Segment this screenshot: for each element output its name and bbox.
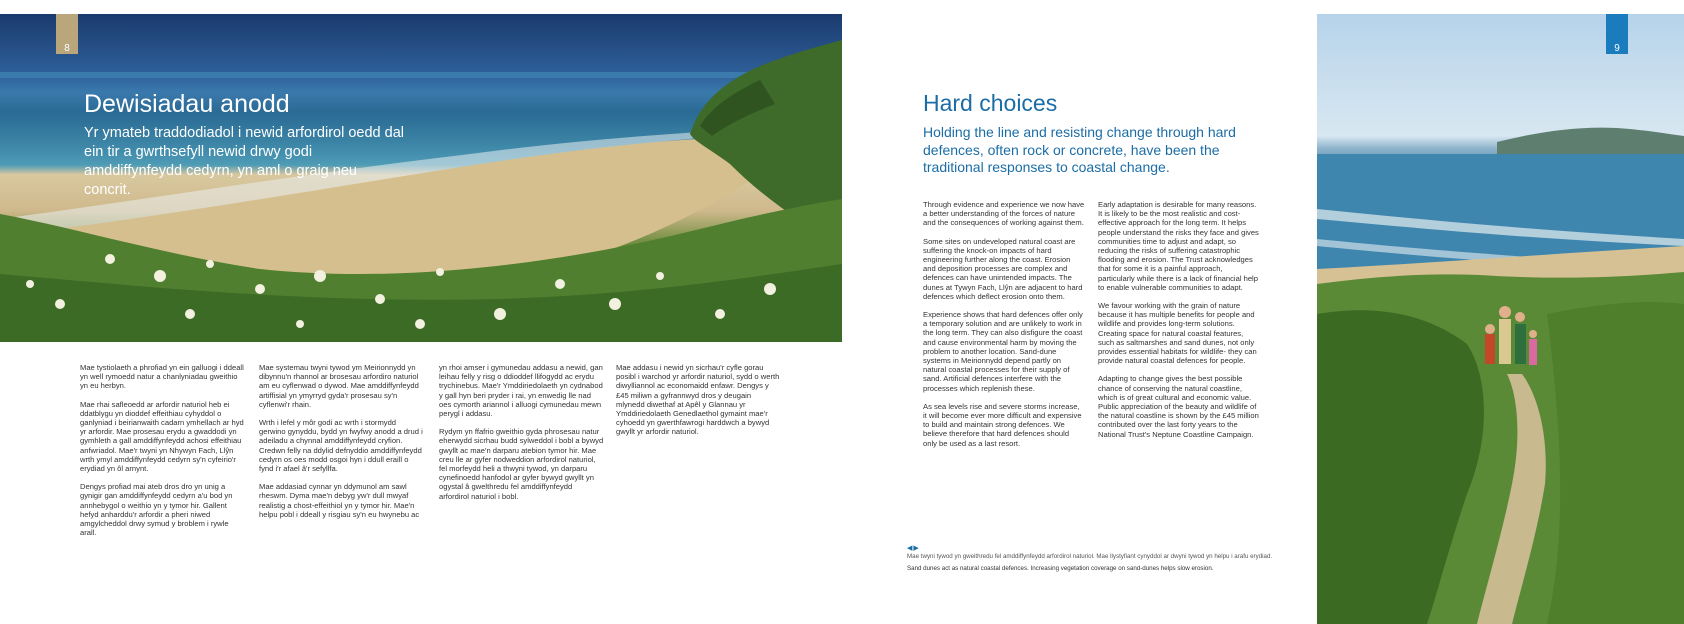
welsh-text-column-3: [439, 363, 604, 510]
coastal-path-photo: [1317, 14, 1684, 624]
welsh-intro-text: Yr ymateb traddodiadol i newid arfordirol oedd dal ein tir a gwrthsefyll newid drwy godi amddiffynfeydd cedyrn, yn aml o graig neu concrit.: [84, 125, 404, 198]
paragraph: Mae addasu i newid yn sicrhau'r cyfle gorau posibl i warchod yr arfordir naturiol, sydd o werth diwylliannol ac economaidd enfawr. Dengys y £45 miliwn a gyfrannwyd dros y deugain mlynedd diwethaf at Apêl y Glannau yr Ymddiriedolaeth Genedlaethol gymaint mae'r cyhoedd yn gwerthfawrogi harddwch a bywyd gwyllt yr arfordir naturiol.: [616, 363, 780, 437]
photo-caption: [907, 544, 1307, 572]
paragraph: Mae tystiolaeth a phrofiad yn ein galluogi i ddeall yn well rymoedd natur a chanlyniadau gweithio yn eu herbyn.: [80, 363, 244, 391]
paragraph: Rydym yn ffafrio gweithio gyda phrosesau natur eherwydd sicrhau budd sylweddol i bobl a bywyd gwyllt ac mae'n darparu atebion tymor hir. Mae creu lle ar gyfer nodweddion arfordirol naturiol, fel morfeydd heli a thwyni tywod, yn darparu cynefinoedd hanfodol ar gyfer bywyd gwyllt yn ogystal â gwelthredu fel amddiffynfeydd arfordirol naturiol i bobl.: [439, 427, 604, 501]
welsh-page-title: Dewisiadau anodd: [84, 90, 290, 118]
english-intro-text: Holding the line and resisting change through hard defences, often rock or concrete, have been the traditional responses to coastal change.: [923, 124, 1236, 175]
paragraph: Mae addasiad cynnar yn ddymunol am sawl rheswm. Dyma mae'n debyg yw'r dull mwyaf realistig a chost-effeithiol yn y tymor hir. Mae'n helpu pobl i ddeall y risgiau sy'n eu hwynebu ac: [259, 482, 420, 519]
welsh-text-column-4: [616, 363, 781, 446]
paragraph: Some sites on undeveloped natural coast are suffering the knock-on impacts of hard engineering further along the coast. Erosion and deposition processes are complex and defences can have unintended impacts. The dunes at Tywyn Fach, Llŷn are adjacent to hard defences which deflect erosion onto them.: [923, 236, 1083, 301]
paragraph: Dengys profiad mai ateb dros dro yn unig a gynigir gan amddiffynfeydd cedyrn a'u bod yn annhebygol o weithio yn y tymor hir. Gallent hefyd anharddu'r arfordir a pheri niwed amgylcheddol drwy symud y broblem i rywle arall.: [80, 482, 233, 538]
paragraph: yn rhoi amser i gymunedau addasu a newid, gan leihau felly y risg o ddioddef llifogydd ac erydu trychinebus. Mae'r Ymddiriedolaeth yn cydnabod y gall hyn beri pryder i rai, yn enwedig lle nad oes cymorth ariannol i alluogi cymunedau mewn perygl i addasu.: [439, 363, 603, 419]
english-text-column-1: [923, 200, 1085, 457]
page-number-badge-left: 8: [56, 14, 78, 54]
paragraph: Adapting to change gives the best possible chance of conserving the natural coastline, which is of great cultural and economic value. Public appreciation of the beauty and wildlife of the natural coastline is shown by the £45 million contributed over the last forty years to the National Trust's Neptune Coastline Campaign.: [1098, 374, 1259, 439]
paragraph: As sea levels rise and severe storms increase, it will become ever more difficult and expensive to build and maintain strong defences. We believe therefore that hard defences should only be used as a last resort.: [923, 401, 1082, 448]
paragraph: Experience shows that hard defences offer only a temporary solution and are unlikely to work in the long term. They can also disfigure the coast and cause environmental harm by moving the problem to another location. Sand-dune systems in Meirionnydd depend partly on natural coastal processes for their supply of sand. Artificial defences interfere with the processes which replenish these.: [923, 310, 1083, 393]
paragraph: Early adaptation is desirable for many reasons. It is likely to be the most realistic and cost-effective approach for the long term. It helps people understand the risks they face and gives communities time to adjust and adapt, so reducing the risks of suffering catastrophic flooding and erosion. The Trust acknowledges that for some it is a painful approach, particularly while there is a lack of financial help to enable vulnerable communities to adapt.: [1098, 200, 1259, 292]
caption-arrows-icon: ◀▶: [907, 545, 920, 552]
page-number-badge-right: 9: [1606, 14, 1628, 54]
caption-english: Sand dunes act as natural coastal defences. Increasing vegetation coverage on sand-dunes helps slow erosion.: [907, 565, 1214, 572]
path-illustration: [1317, 14, 1684, 624]
caption-welsh: Mae twyni tywod yn gweithredu fel amddiffynfeydd arfordirol naturiol. Mae llystyfiant cynyddol ar dwyni tywod yn helpu i arafu erydiad.: [907, 553, 1273, 560]
paragraph: Mae rhai safleoedd ar arfordir naturiol heb ei ddatblygu yn dioddef effeithiau cyhyddol o ganlyniad i beirianwaith cadarn ymhellach ar hyd yr arfordir. Mae prosesau erydu a gwaddodi yn gymhleth a gall amddiffynfeydd achosi effeithiau anfwriadol. Mae'r twyni yn Nhywyn Fach, Llŷn wrth ymyl amddiffynfeydd cedyrn sy'n cyfeirio'r erydiad yn ôl arnynt.: [80, 399, 244, 474]
paragraph: We favour working with the grain of nature because it has multiple benefits for people and wildlife and provides long-term solutions. Creating space for natural coastal features, such as saltmarshes and sand dunes, not only provides essential habitats for wildlife- they can provide natural coastal defences for people.: [1098, 301, 1257, 366]
english-text-column-2: [1098, 200, 1260, 448]
english-page-title: Hard choices: [923, 90, 1058, 116]
paragraph: Through evidence and experience we now have a better understanding of the forces of nature and the consequences of working against them.: [923, 200, 1085, 228]
paragraph: Mae systemau twyni tywod ym Meirionnydd yn dibynnu'n rhannol ar brosesau arfordiro naturiol am eu cyflenwad o dywod. Mae amddiffynfeydd artiffisial yn ymyrryd gyda'r prosesau sy'n cyflenwi'r rhain.: [259, 363, 419, 409]
welsh-text-column-1: [80, 363, 245, 546]
welsh-text-column-2: [259, 363, 424, 528]
paragraph: Wrth i lefel y môr godi ac wrth i stormydd gerwino gynyddu, bydd yn fwyfwy anodd a drud i adeiladu a chynnal amddiffynfeydd cryfion. Credwn felly na ddylid defnyddio amddiffynfeydd cedyrn os oes modd osgoi hyn i ddull eraill o fynd i'r afael â'r sefyllfa.: [259, 418, 423, 474]
